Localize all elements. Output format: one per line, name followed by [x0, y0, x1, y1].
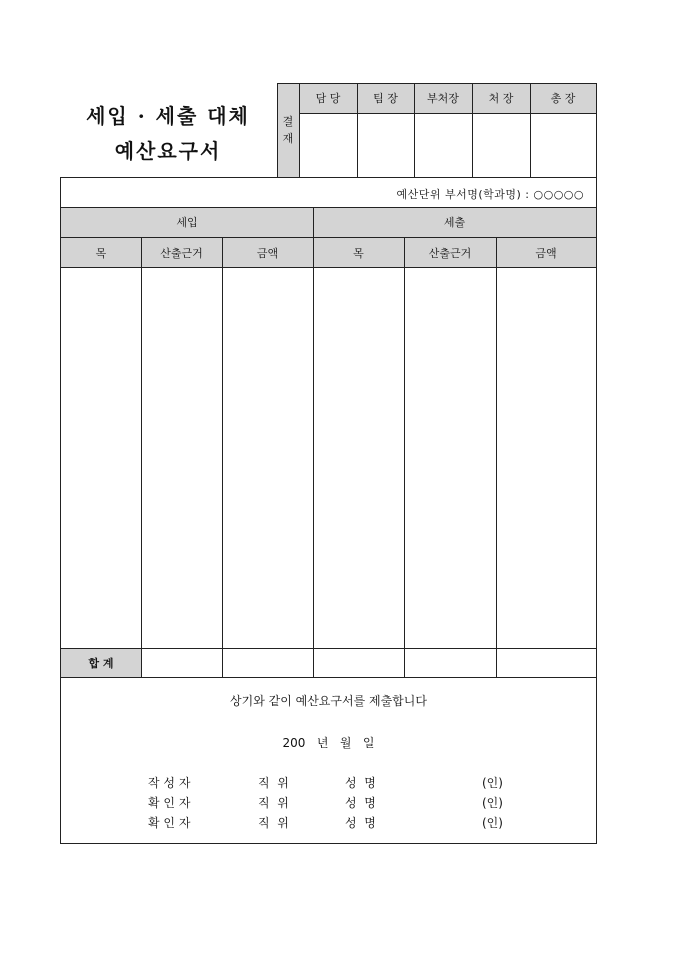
signer-seal-3: (인) [482, 816, 503, 830]
col-revenue-item: 목 [95, 246, 107, 260]
signer-name-1: 성 명 [345, 776, 376, 790]
budget-unit-label: 예산단위 부서명(학과명) : ○○○○○ [396, 188, 584, 201]
approver-4: 처 장 [488, 92, 514, 105]
signer-position-1: 직 위 [258, 776, 289, 790]
approver-5: 총 장 [550, 92, 576, 105]
signer-seal-2: (인) [482, 796, 503, 810]
approver-3: 부처장 [427, 92, 459, 105]
signer-position-2: 직 위 [258, 796, 289, 810]
signer-seal-1: (인) [482, 776, 503, 790]
col-expense-amount: 금액 [535, 246, 557, 260]
col-expense-basis: 산출근거 [428, 246, 472, 260]
signer-name-3: 성 명 [345, 816, 376, 830]
col-expense-item: 목 [353, 246, 364, 260]
signer-role-2: 확 인 자 [148, 796, 191, 810]
title-line-1: 세입 · 세출 대체 [86, 104, 250, 128]
revenue-section-label: 세입 [176, 216, 198, 229]
signer-name-2: 성 명 [345, 796, 376, 810]
title-line-2: 예산요구서 [114, 139, 222, 163]
total-label: 합 계 [88, 657, 114, 670]
document-title [58, 100, 278, 164]
approval-label: 결 재 [282, 115, 294, 145]
signer-position-3: 직 위 [258, 816, 289, 830]
approver-1: 담 당 [315, 92, 341, 105]
approver-2: 팀 장 [373, 92, 398, 105]
signer-role-3: 확 인 자 [148, 816, 191, 830]
col-revenue-basis: 산출근거 [160, 246, 203, 260]
signer-role-1: 작 성 자 [148, 776, 191, 790]
expense-section-label: 세출 [443, 216, 466, 229]
submission-date: 200 년 월 일 [282, 735, 375, 750]
submission-statement: 상기와 같이 예산요구서를 제출합니다 [230, 693, 427, 708]
col-revenue-amount: 금액 [256, 246, 279, 260]
